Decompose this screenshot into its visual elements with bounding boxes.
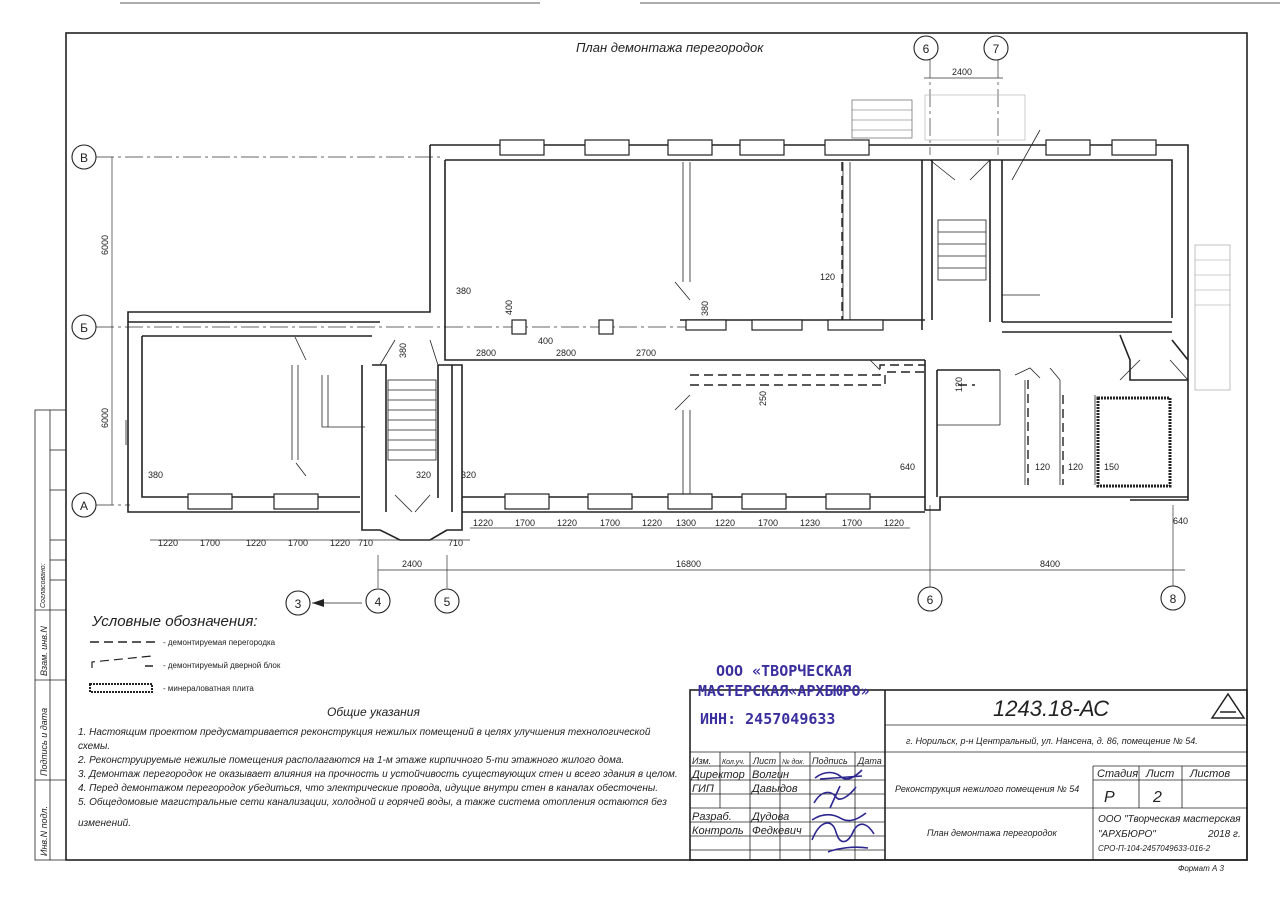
notes-line-4: 3. Демонтаж перегородок не оказывает влияния на прочность и устойчивость существующих стен и всего здания в целом. — [78, 769, 678, 780]
sheet-value: 2 — [1153, 789, 1162, 806]
notes-title: Общие указания — [327, 705, 420, 719]
role-gip: ГИП — [692, 783, 714, 795]
stamp-line-2: МАСТЕРСКАЯ«АРХБЮРО» — [698, 682, 870, 700]
head-list: Лист — [753, 756, 777, 766]
axis-label-A: А — [79, 499, 89, 513]
org-line-1: ООО "Творческая мастерская — [1098, 814, 1241, 825]
dim-380-c: 380 — [398, 342, 408, 358]
doc-code: 1243.18-АС — [993, 696, 1110, 721]
dim-380-b: 380 — [148, 470, 164, 480]
sheets-head: Листов — [1190, 768, 1231, 780]
axis-label-V: В — [79, 151, 89, 165]
side-label-agreed: Согласовано: — [40, 563, 47, 608]
dim-bottom-17: 1220 — [884, 518, 905, 528]
notes-line-2: схемы. — [78, 741, 111, 752]
dim-150: 150 — [1104, 462, 1120, 472]
dim-320-a: 320 — [416, 470, 432, 480]
head-koluch: Кол.уч. — [722, 759, 745, 766]
dim-120-a: 120 — [820, 272, 836, 282]
org-line-2: "АРХБЮРО" — [1098, 829, 1156, 840]
sro-number: СРО-П-104-2457049633-016-2 — [1098, 844, 1211, 853]
dim-120-d: 120 — [954, 376, 964, 392]
dim-bottom-2: 1220 — [246, 538, 267, 548]
dim-overall-2400: 2400 — [402, 559, 423, 569]
side-label-inv: Инв.N подл. — [39, 805, 49, 856]
head-date: Дата — [858, 756, 882, 766]
dim-bottom-0: 1220 — [158, 538, 179, 548]
org-line-3: 2018 г. — [1208, 829, 1241, 840]
dim-overall-16800: 16800 — [676, 559, 702, 569]
dim-6000-upper: 6000 — [100, 234, 110, 255]
dim-bottom-14: 1700 — [758, 518, 779, 528]
dim-6000-lower: 6000 — [100, 407, 110, 428]
notes-line-3: 2. Реконструируемые нежилые помещения располагаются на 1-м этаже кирпичного 5-ти этажного жилого дома. — [78, 755, 625, 766]
dim-400-h: 400 — [538, 336, 554, 346]
side-label-sign: Подпись и дата — [39, 707, 49, 776]
dim-overall-8400: 8400 — [1040, 559, 1061, 569]
project-name: Реконструкция нежилого помещения № 54 — [895, 784, 1080, 794]
notes-line-7: изменений. — [78, 818, 131, 829]
name-gip: Давыдов — [752, 783, 798, 795]
dim-bottom-9: 1220 — [557, 518, 578, 528]
axis-label-7-top: 7 — [992, 42, 1000, 56]
dim-2800-a: 2800 — [476, 348, 497, 358]
axis-label-5: 5 — [443, 595, 451, 609]
dim-640-inner: 640 — [900, 462, 916, 472]
dim-320-b: 320 — [461, 470, 477, 480]
stamp-line-1: ООО «ТВОРЧЕСКАЯ — [716, 662, 852, 680]
name-control: Федкевич — [752, 825, 802, 837]
dim-bottom-4: 1220 — [330, 538, 351, 548]
sheet-head: Лист — [1146, 768, 1175, 780]
dim-bottom-11: 1220 — [642, 518, 663, 528]
dim-bottom-10: 1700 — [600, 518, 621, 528]
role-director: Директор — [692, 769, 745, 781]
dim-bottom-7: 1220 — [473, 518, 494, 528]
dim-400-v: 400 — [504, 299, 514, 315]
dim-bottom-12: 1300 — [676, 518, 697, 528]
dim-bottom-8: 1700 — [515, 518, 536, 528]
axis-label-6-top: 6 — [922, 42, 930, 56]
axis-label-4: 4 — [374, 595, 382, 609]
role-developer: Разраб. — [692, 811, 732, 823]
axis-label-6-bottom: 6 — [926, 593, 934, 607]
dim-bottom-13: 1220 — [715, 518, 736, 528]
notes-line-5: 4. Перед демонтажом перегородок убедиться, что электрические провода, идущие внутри стен в каналах обесточены. — [78, 783, 658, 794]
head-izm: Изм. — [692, 756, 712, 766]
drawing-title: План демонтажа перегородок — [576, 40, 764, 55]
dim-640-right: 640 — [1173, 516, 1189, 526]
format-label: Формат А 3 — [1178, 864, 1224, 873]
dim-250: 250 — [758, 390, 768, 406]
stamp-line-3: ИНН: 2457049633 — [700, 710, 836, 728]
name-director: Волгин — [752, 769, 790, 781]
dim-bottom-15: 1230 — [800, 518, 821, 528]
axis-label-B: Б — [80, 321, 88, 335]
legend-item-door: - демонтируемый дверной блок — [163, 661, 281, 670]
dim-2800-b: 2800 — [556, 348, 577, 358]
notes-line-6: 5. Общедомовые магистральные сети канализации, холодной и горячей воды, а также система отопления остаются без — [78, 797, 667, 808]
sheet-title: План демонтажа перегородок — [927, 828, 1057, 838]
dim-top-2400: 2400 — [951, 67, 973, 77]
head-ndoc: № док. — [782, 759, 805, 766]
dim-2700: 2700 — [636, 348, 657, 358]
dim-bottom-1: 1700 — [200, 538, 221, 548]
dim-bottom-6: 710 — [448, 538, 464, 548]
dim-120-b: 120 — [1035, 462, 1051, 472]
section-mark: 3 — [294, 597, 302, 611]
role-control: Контроль — [692, 825, 744, 837]
address: г. Норильск, р-н Центральный, ул. Нансена, д. 86, помещение № 54. — [906, 736, 1198, 746]
side-label-replace: Взам. инв.N — [39, 626, 49, 676]
notes-line-1: 1. Настоящим проектом предусматривается реконструкция нежилых помещений в целях улучшения технологической — [78, 727, 651, 738]
stage-value: Р — [1104, 789, 1115, 806]
head-sign: Подпись — [812, 756, 848, 766]
stage-head: Стадия — [1097, 768, 1139, 780]
legend-item-mineral: - минераловатная плита — [163, 684, 254, 693]
legend-title: Условные обозначения: — [92, 613, 258, 630]
dim-bottom-3: 1700 — [288, 538, 309, 548]
dim-120-c: 120 — [1068, 462, 1084, 472]
name-developer: Дудова — [752, 811, 790, 823]
dim-380-d: 380 — [700, 300, 710, 316]
dim-380-a: 380 — [456, 286, 472, 296]
dim-bottom-16: 1700 — [842, 518, 863, 528]
legend-item-partition: - демонтируемая перегородка — [163, 638, 276, 647]
dim-bottom-5: 710 — [358, 538, 374, 548]
axis-label-8: 8 — [1169, 592, 1177, 606]
